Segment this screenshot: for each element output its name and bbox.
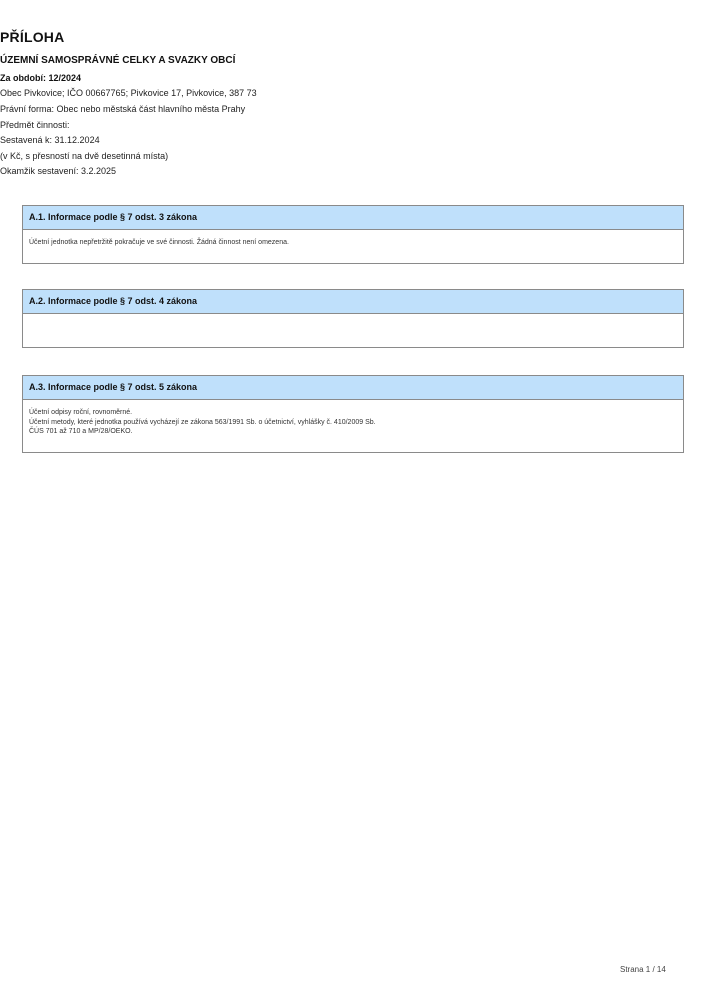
activity-subject: Předmět činnosti: — [0, 120, 70, 130]
legal-form: Právní forma: Obec nebo městská část hlavního města Prahy — [0, 104, 246, 114]
reporting-period: Za období: 12/2024 — [0, 73, 82, 83]
compiled-as-of: Sestavená k: 31.12.2024 — [0, 135, 100, 145]
document-title: PŘÍLOHA — [0, 29, 65, 45]
section-a1-title: A.1. Informace podle § 7 odst. 3 zákona — [23, 206, 683, 230]
section-a3 — [22, 375, 684, 453]
compiled-at: Okamžik sestavení: 3.2.2025 — [0, 166, 117, 176]
section-a2 — [22, 289, 684, 348]
section-a3-line: ČÚS 701 až 710 a MP/28/OEKO. — [29, 428, 133, 435]
section-a2-title: A.2. Informace podle § 7 odst. 4 zákona — [23, 290, 683, 314]
section-a1-body — [23, 230, 683, 256]
section-a1-line: Účetní jednotka nepřetržitě pokračuje ve své činnosti. Žádná činnost není omezena. — [29, 239, 289, 246]
page-number: Strana 1 / 14 — [620, 965, 666, 974]
section-a3-line: Účetní metody, které jednotka používá vycházejí ze zákona 563/1991 Sb. o účetnictví, vyhlášky č. 410/2009 Sb. — [29, 418, 376, 426]
units-note: (v Kč, s přesností na dvě desetinná místa) — [0, 151, 169, 161]
section-a3-line: Účetní odpisy roční, rovnoměrné. — [29, 409, 133, 416]
section-a1 — [22, 205, 684, 264]
entity-info: Obec Pivkovice; IČO 00667765; Pivkovice 17, Pivkovice, 387 73 — [0, 88, 257, 98]
section-a3-title: A.3. Informace podle § 7 odst. 5 zákona — [23, 376, 683, 400]
document-subtitle: ÚZEMNÍ SAMOSPRÁVNÉ CELKY A SVAZKY OBCÍ — [0, 55, 236, 66]
section-a2-body — [23, 314, 683, 330]
section-a3-body — [23, 400, 683, 445]
